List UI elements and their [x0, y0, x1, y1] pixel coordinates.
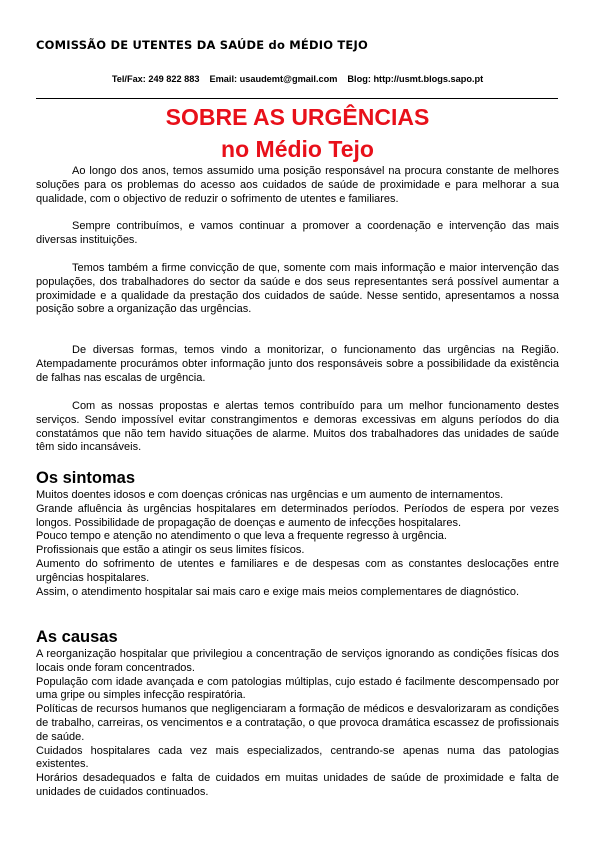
header-divider	[36, 98, 558, 99]
intro-paragraph	[36, 220, 559, 248]
list-item: Assim, o atendimento hospitalar sai mais caro e exige mais meios complementares de diagnóstico.	[36, 585, 520, 598]
blog-address: Blog: http://usmt.blogs.sapo.pt	[347, 74, 484, 84]
intro-paragraph	[36, 344, 559, 385]
causas-list	[36, 648, 559, 800]
phone-number: Tel/Fax: 249 822 883	[111, 74, 200, 84]
sintomas-list	[36, 489, 559, 599]
list-item: Políticas de recursos humanos que negligenciaram a formação de médicos e desvalorizaram as condições de trabalho, carreiras, os vencimentos e a contratação, o que provoca dramática escassez de profissionais de saúde.	[36, 703, 559, 743]
section-heading-causas: As causas	[36, 628, 118, 646]
title-line-1: SOBRE AS URGÊNCIAS	[165, 104, 430, 130]
list-item: População com idade avançada e com patologias múltiplas, cujo estado é facilmente descompensado por uma gripe ou simples infecção respiratória.	[36, 675, 559, 702]
list-item: Aumento do sofrimento de utentes e familiares e de despesas com as constantes deslocações entre urgências hospitalares.	[36, 557, 559, 584]
list-item: Grande afluência às urgências hospitalares em determinados períodos. Períodos de espera por vezes longos. Possibilidade de propagação de doenças e aumento de infecções hospitalares.	[36, 502, 559, 529]
intro-paragraph	[36, 262, 559, 317]
list-item: Cuidados hospitalares cada vez mais especializados, centrando-se apenas numa das patologias existentes.	[36, 744, 559, 771]
contact-line	[0, 74, 595, 84]
list-item: Horários desadequados e falta de cuidados em muitas unidades de saúde de proximidade e falta de unidades de cuidados continuados.	[36, 772, 559, 798]
list-item: A reorganização hospitalar que privilegiou a concentração de serviços ignorando as condições físicas dos locais onde foram concentrados.	[36, 648, 559, 674]
paragraph-text: Ao longo dos anos, temos assumido uma posição responsável na procura constante de melhores soluções para os problemas do acesso aos cuidados de saúde de proximidade e para melhorar a sua qualidade, com o objectivo de reduzir o sofrimento de utentes e familiares.	[36, 165, 559, 205]
title-line-2: no Médio Tejo	[221, 136, 374, 162]
intro-paragraph	[36, 165, 559, 206]
section-heading-sintomas: Os sintomas	[36, 469, 136, 487]
list-item: Profissionais que estão a atingir os seus limites físicos.	[36, 544, 305, 557]
intro-paragraph	[36, 400, 559, 455]
organization-name: COMISSÃO DE UTENTES DA SAÚDE do MÉDIO TEJO	[36, 38, 368, 52]
email-address: Email: usaudemt@gmail.com	[209, 74, 338, 84]
paragraph-text: Temos também a firme convicção de que, somente com mais informação e maior intervenção das populações, dos trabalhadores do sector da saúde e dos seus representantes será possível aumentar a proximidade e a qualidade da prestação dos cuidados de saúde. Nesse sentido, apresentamos a nossa posição sobre a organização das urgências.	[36, 262, 559, 316]
paragraph-text: Sempre contribuímos, e vamos continuar a promover a coordenação e intervenção das mais diversas instituições.	[36, 220, 559, 246]
paragraph-text: De diversas formas, temos vindo a monitorizar, o funcionamento das urgências na Região. Atempadamente procurámos obter informação junto dos responsáveis sobre a possibilidade da existência de falhas nas escalas de urgência.	[36, 344, 559, 384]
list-item: Muitos doentes idosos e com doenças crónicas nas urgências e um aumento de internamentos.	[36, 489, 504, 501]
paragraph-text: Com as nossas propostas e alertas temos contribuído para um melhor funcionamento destes serviços. Sendo impossível evitar constrangimentos e demoras excessivas em alguns períodos do dia constatámos que não tem havido situações de alarme. Muitos dos trabalhadores das unidades de saúde têm sido incansáveis.	[36, 400, 559, 454]
list-item: Pouco tempo e atenção no atendimento o que leva a frequente regresso à urgência.	[36, 530, 447, 543]
